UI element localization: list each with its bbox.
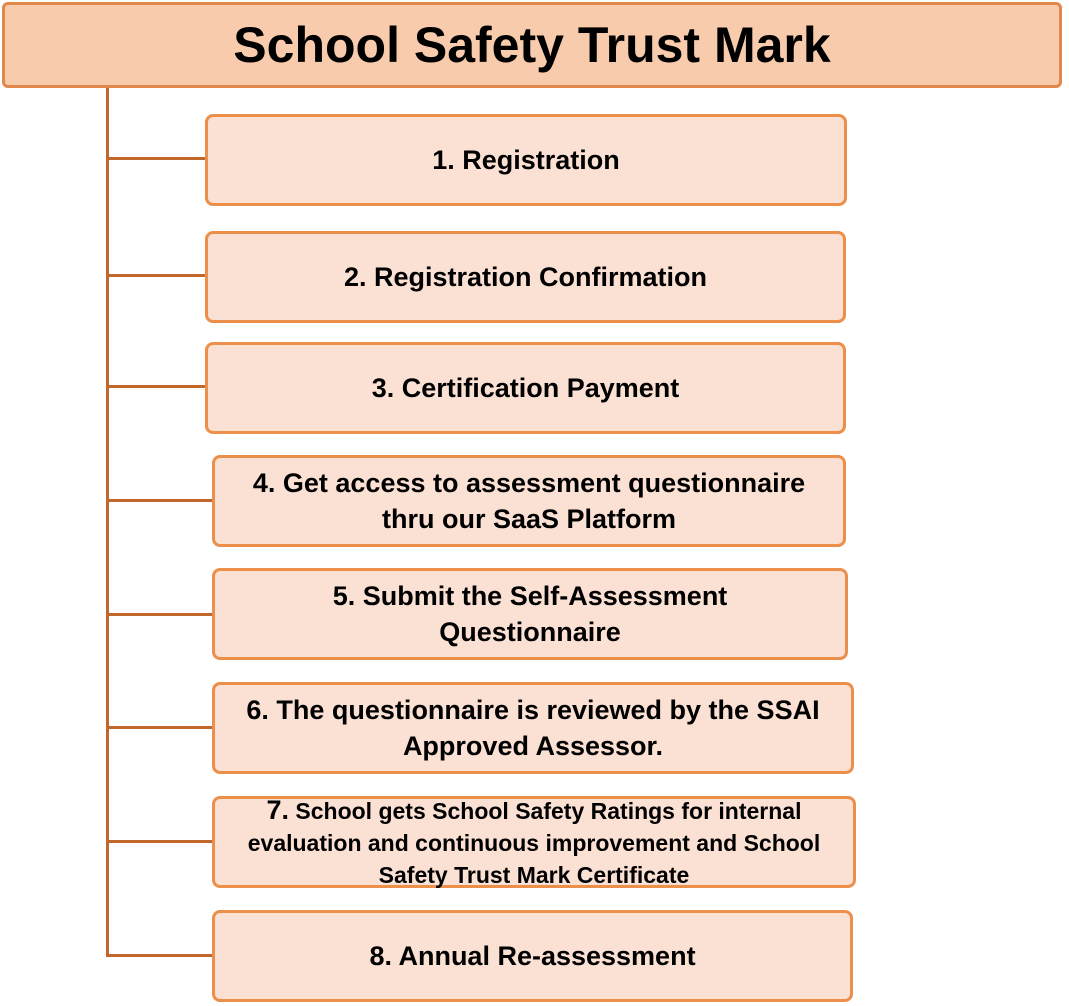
step-8-text: 8. Annual Re-assessment xyxy=(369,941,696,971)
diagram-title: School Safety Trust Mark xyxy=(233,17,831,73)
step-3-box xyxy=(205,342,846,434)
step-7-number: 7. xyxy=(266,794,290,825)
step-5-box xyxy=(212,568,848,660)
step-8-box xyxy=(212,910,853,1002)
step-1-text: 1. Registration xyxy=(432,145,620,175)
step-4-box xyxy=(212,455,846,547)
connector-branch-4 xyxy=(106,499,213,502)
connector-branch-5 xyxy=(106,613,213,616)
step-4-text-line1: 4. Get access to assessment questionnaire xyxy=(252,468,806,498)
step-4-text-line2: thru our SaaS Platform xyxy=(381,504,677,534)
step-6-text-line1: 6. The questionnaire is reviewed by the SSAI xyxy=(246,695,820,725)
step-7-text-line2: evaluation and continuous improvement and School xyxy=(247,829,821,856)
title-box xyxy=(2,2,1062,88)
connector-branch-6 xyxy=(106,726,213,729)
connector-branch-2 xyxy=(106,274,206,277)
step-6-box xyxy=(212,682,854,774)
connector-branch-8 xyxy=(106,954,213,957)
step-7-text-line3: Safety Trust Mark Certificate xyxy=(378,861,690,888)
step-7-text-line1 xyxy=(248,794,821,827)
step-2-text: 2. Registration Confirmation xyxy=(343,262,708,292)
step-5-text-line2: Questionnaire xyxy=(439,617,621,647)
step-1-box xyxy=(205,114,847,206)
step-3-text: 3. Certification Payment xyxy=(371,373,680,403)
step-5-text-line1: 5. Submit the Self-Assessment xyxy=(332,581,728,611)
step-6-text-line2: Approved Assessor. xyxy=(402,731,664,761)
step-2-box xyxy=(205,231,846,323)
step-7-text-line1-rest: School gets School Safety Ratings for internal xyxy=(289,797,802,824)
connector-trunk xyxy=(106,88,109,956)
step-7-box xyxy=(212,796,856,888)
connector-branch-3 xyxy=(106,385,206,388)
connector-branch-1 xyxy=(106,157,206,160)
connector-branch-7 xyxy=(106,840,213,843)
